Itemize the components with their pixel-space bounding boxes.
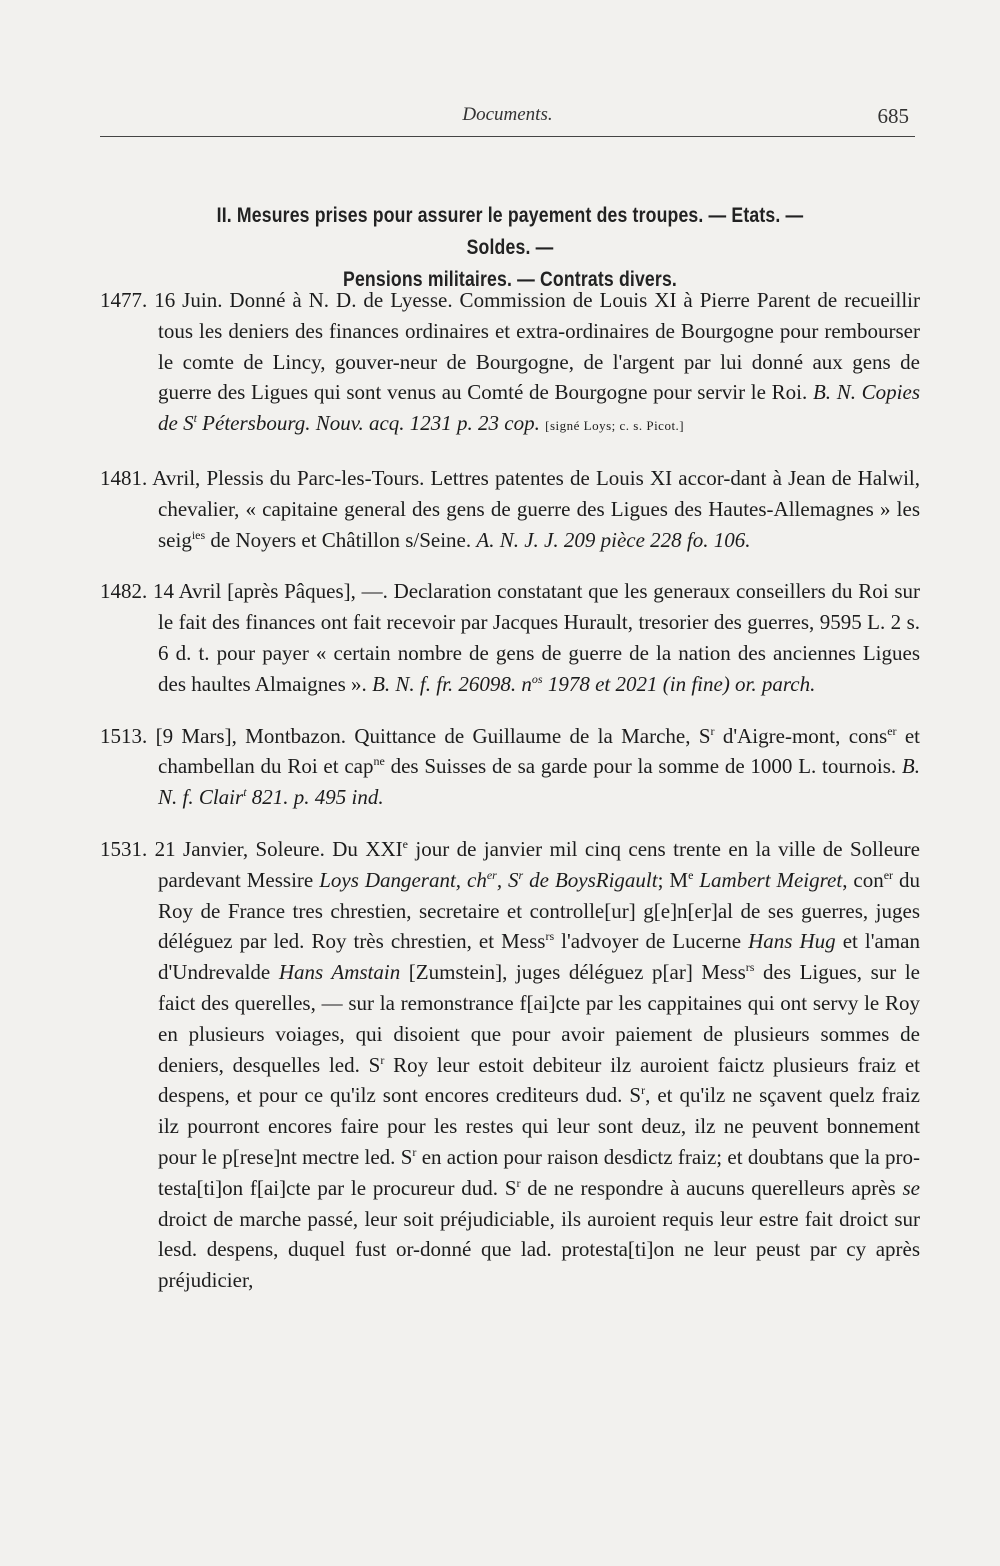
- superscript: r: [518, 867, 524, 882]
- superscript: r: [641, 1083, 646, 1098]
- entry-text: [Zumstein], juges déléguez p[ar] Mess: [400, 960, 746, 985]
- entry-text: droict de marche passé, leur soit préjudiciable, ils auroient requis leur estre fait droict sur lesd. despens, duquel fust or-donné que lad. protesta[ti]on ne leur peust par cy après préjudicier,: [158, 1206, 920, 1293]
- entry-citation-cont: 1978 et 2021 (in fine) or. parch.: [542, 671, 816, 696]
- running-title: Documents.: [462, 104, 553, 125]
- citation-superscript: t: [193, 411, 197, 426]
- entry-note: [signé Loys; c. s. Picot.]: [545, 418, 685, 434]
- person-name: Loys Dangerant, ch: [319, 867, 487, 892]
- entry-citation: B. N. f. fr. 26098. n: [372, 671, 532, 696]
- entry-citation: B. N. f. Clair: [158, 754, 920, 810]
- entry-text-cont: de Noyers et Châtillon s/Seine.: [205, 527, 472, 552]
- entry-year: 1513.: [100, 723, 148, 748]
- superscript: e: [688, 867, 694, 882]
- entry-text: en action pour raison desdictz fraiz; et doubtans que la pro-testa[ti]on f[ai]cte par le procureur dud. S: [158, 1144, 920, 1200]
- entry-citation-cont: 821. p. 495 ind.: [246, 785, 384, 810]
- entry-text: jour de janvier mil cinq cens trente en la ville de Solleure pardevant Messire: [158, 836, 920, 892]
- entry-citation: A. N. J. J. 209 pièce 228 fo. 106.: [476, 527, 751, 552]
- entry-text: des Ligues, sur le faict des querelles, — sur la remonstrance f[ai]cte par les cappitaines qui ont servy le Roy en plusieurs voiages, qui disoient que pour avoir paiement de plusieurs sommes de deniers, desquelles led. S: [158, 960, 920, 1077]
- entry-1477: [100, 285, 920, 442]
- entry-citation-cont: Pétersbourg. Nouv. acq. 1231 p. 23 cop.: [196, 411, 540, 436]
- entry-text: et l'aman d'Undrevalde: [158, 929, 920, 985]
- entry-text: et chambellan du Roi et cap: [158, 723, 921, 779]
- person-name: Hans Hug: [748, 929, 836, 954]
- entry-text: 21 Janvier, Soleure. Du XXI: [154, 836, 403, 861]
- entry-text: [9 Mars], Montbazon. Quittance de Guillaume de la Marche, S: [155, 723, 711, 748]
- superscript: r: [710, 723, 715, 738]
- page-number: 685: [877, 104, 909, 128]
- superscript: ne: [373, 754, 385, 769]
- section-heading: [199, 200, 821, 296]
- entry-text: du Roy de France tres chrestien, secretaire et controlle[ur] g[e]n[er]al de ses guerres, juges déléguez par led. Roy très chrestien, et Mess: [158, 867, 920, 954]
- section-heading-line-1: II. Mesures prises pour assurer le payement des troupes. — Etats. — Soldes. —: [216, 204, 804, 259]
- entry-1531: [100, 834, 920, 1296]
- entry-year: 1482.: [100, 579, 148, 604]
- superscript: rs: [545, 929, 555, 944]
- entry-text: l'advoyer de Lucerne: [554, 929, 749, 954]
- citation-superscript: os: [531, 671, 543, 686]
- entry-text: des Suisses de sa garde pour la somme de 1000 L. tournois.: [384, 754, 897, 779]
- entry-text: 16 Juin. Donné à N. D. de Lyesse. Commission de Louis XI à Pierre Parent de recueillir tous les deniers des finances ordinaires et extra-ordinaires de Bourgogne pour rembourser le comte de Lincy, gouver-neur de Bourgogne, de l'argent par lui donné aux gens de guerre des Ligues qui sont venus au Comté de Bourgogne pour servir le Roi.: [154, 288, 921, 405]
- citation-superscript: t: [243, 785, 247, 800]
- person-name: Lambert Meigret: [693, 867, 843, 892]
- person-name: , S: [496, 867, 519, 892]
- superscript: r: [412, 1144, 417, 1159]
- entry-text: , et qu'ilz ne sçavent quelz fraiz ilz pourront encores faire pour les restes qui leur sont deuz, ilz ne peuvent bonnement pour le p[rese]nt mectre led. S: [158, 1083, 920, 1169]
- superscript: r: [516, 1175, 521, 1190]
- superscript: er: [883, 867, 894, 882]
- entry-text: 14 Avril [après Pâques], —. Declaration constatant que les generaux conseillers du Roi sur le fait des finances ont fait recevoir par Jacques Hurault, tresorier des guerres, 9595 L. 2 s. 6 d. t. pour payer « certain nombre de gens de guerre de la nation des anciennes Ligues des haultes Almaignes ».: [153, 579, 920, 696]
- entry-text: d'Aigre-mont, cons: [714, 723, 888, 748]
- entry-text: ; M: [657, 867, 689, 892]
- entry-year: 1531.: [100, 836, 148, 861]
- superscript: e: [402, 836, 408, 851]
- entry-year: 1477.: [100, 288, 148, 312]
- entry-1481: [100, 463, 920, 555]
- superscript: r: [380, 1052, 385, 1067]
- page-header: [100, 100, 915, 137]
- entry-1513: [100, 721, 920, 813]
- document-entries: [100, 285, 920, 1296]
- italic-word: se: [902, 1175, 920, 1200]
- superscript: er: [486, 867, 497, 882]
- entry-text: , con: [842, 867, 884, 892]
- entry-text: de ne respondre à aucuns querelleurs après: [520, 1175, 903, 1200]
- entry-1482: [100, 576, 920, 699]
- superscript: ies: [191, 527, 206, 542]
- entry-text: Avril, Plessis du Parc-les-Tours. Lettres patentes de Louis XI accor-dant à Jean de Halwil, chevalier, « capitaine general des gens de guerre des Ligues des Hautes-Allemagnes » les seig: [152, 465, 921, 552]
- person-name: de BoysRigault: [523, 867, 658, 892]
- section-heading-line-2: Pensions militaires. — Contrats divers.: [343, 268, 677, 291]
- entry-text: Roy leur estoit debiteur ilz auroient faictz plusieurs fraiz et despens, et pour ce qu'ilz sont encores crediteurs dud. S: [158, 1052, 920, 1108]
- superscript: rs: [745, 960, 755, 975]
- person-name: Hans Amstain: [278, 960, 401, 985]
- entry-year: 1481.: [100, 465, 148, 490]
- entry-citation: B. N. Copies de S: [158, 380, 921, 436]
- superscript: er: [887, 723, 897, 738]
